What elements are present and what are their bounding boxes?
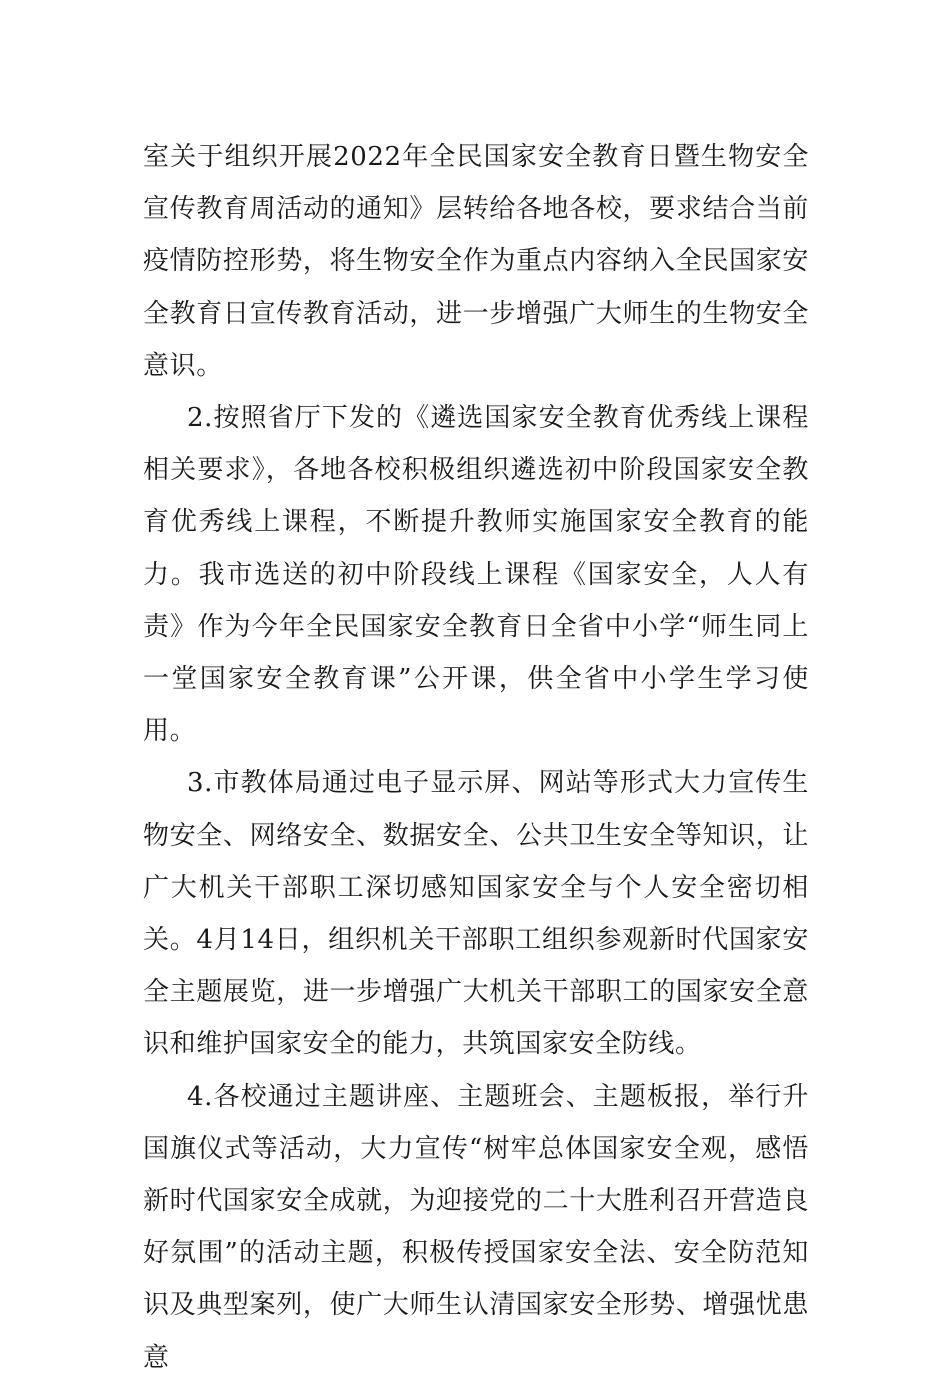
- paragraph-item-3: 3.市教体局通过电子显示屏、网站等形式大力宣传生物安全、网络安全、数据安全、公共卫生安全等知识，让广大机关干部职工深切感知国家安全与个人安全密切相关。4月14日，组织机关干部职工组织参观新时代国家安全主题展览，进一步增强广大机关干部职工的国家安全意识和维护国家安全的能力，共筑国家安全防线。: [143, 768, 809, 1060]
- document-body: [143, 131, 809, 1384]
- paragraph-continuation: 室关于组织开展2022年全民国家安全教育日暨生物安全宣传教育周活动的通知》层转给各地各校，要求结合当前疫情防控形势，将生物安全作为重点内容纳入全民国家安全教育日宣传教育活动，进一步增强广大师生的生物安全意识。: [143, 142, 809, 381]
- paragraph-item-2: 2.按照省厅下发的《遴选国家安全教育优秀线上课程相关要求》，各地各校积极组织遴选初中阶段国家安全教育优秀线上课程，不断提升教师实施国家安全教育的能力。我市选送的初中阶段线上课程《国家安全，人人有责》作为今年全民国家安全教育日全省中小学“师生同上一堂国家安全教育课”公开课，供全省中小学生学习使用。: [143, 403, 809, 747]
- paragraph-item-4: 4.各校通过主题讲座、主题班会、主题板报，举行升国旗仪式等活动，大力宣传“树牢总体国家安全观，感悟新时代国家安全成就，为迎接党的二十大胜利召开营造良好氛围”的活动主题，积极传授国家安全法、安全防范知识及典型案列，使广大师生认清国家安全形势、增强忧患意: [143, 1081, 809, 1373]
